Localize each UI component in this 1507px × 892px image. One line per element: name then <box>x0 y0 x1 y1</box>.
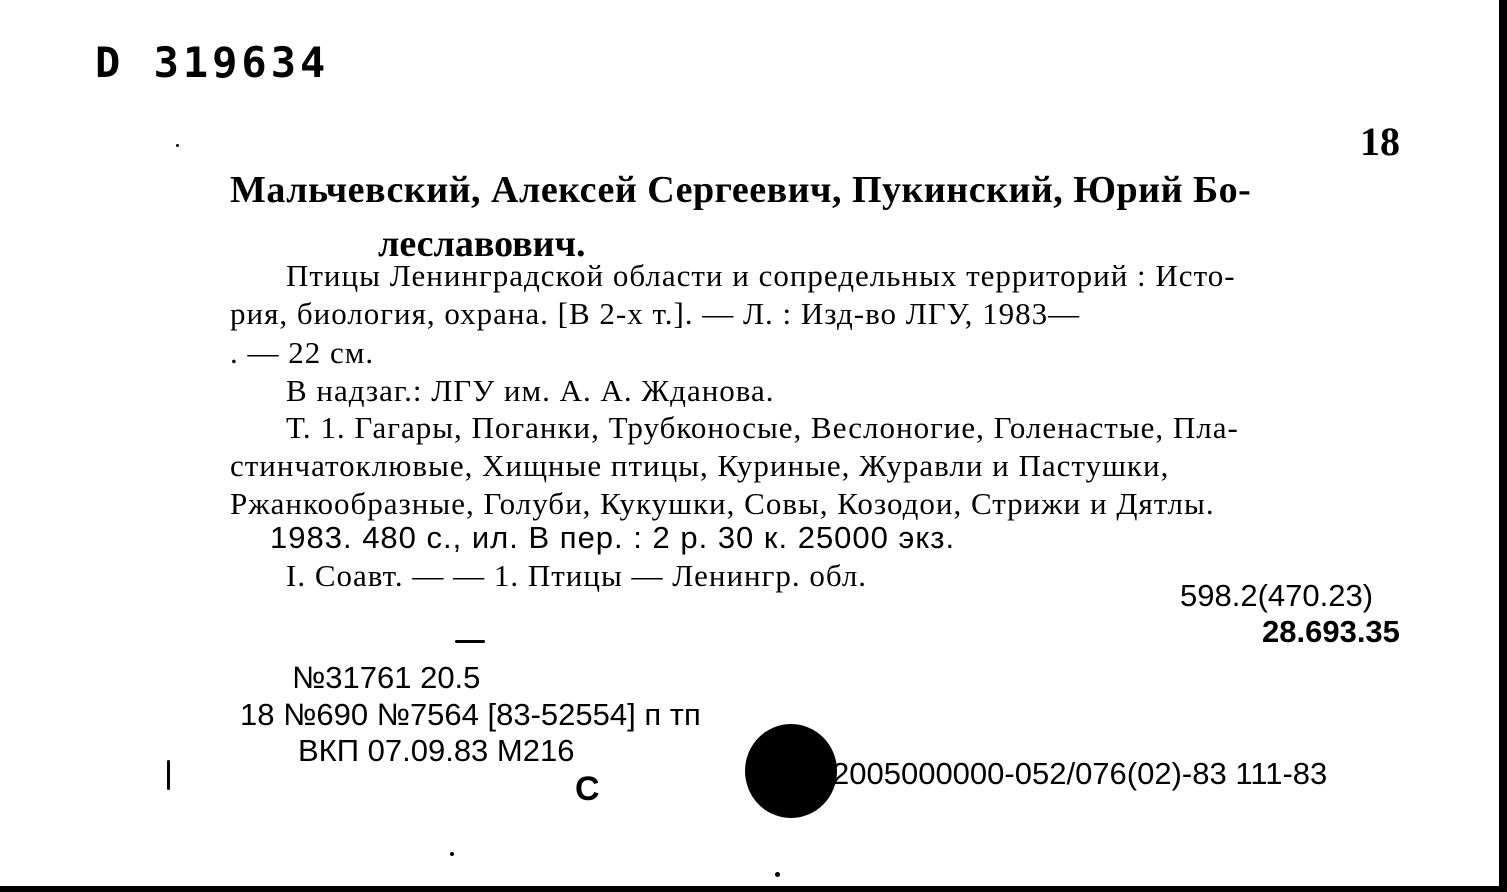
volume-contents: стинчатоклювые, Хищные птицы, Куриные, Журавли и Пастушки, <box>230 448 1170 483</box>
subject-tracing: I. Соавт. — — 1. Птицы — Ленингр. обл. <box>286 558 868 593</box>
volume-contents: Ржанкообразные, Голуби, Кукушки, Совы, Козодои, Стрижи и Дятлы. <box>230 486 1215 521</box>
publication-code: 2005000000-052/076(02)-83 111-83 <box>832 756 1328 791</box>
authors-heading: Мальчевский, Алексей Сергеевич, Пукинский, Юрий Бо- <box>230 169 1252 211</box>
scan-speck <box>775 872 780 877</box>
shelf-mark: 18 <box>1360 119 1400 164</box>
classification-bbk: 28.693.35 <box>1262 614 1400 649</box>
physical-description: 1983. 480 с., ил. В пер. : 2 р. 30 к. 25000 экз. <box>270 520 956 555</box>
classification-udc: 598.2(470.23) <box>1180 578 1374 613</box>
inventory-number: D 319634 <box>95 38 330 87</box>
authors-heading-continued: леславович. <box>378 223 586 265</box>
volume-contents: Т. 1. Гагары, Поганки, Трубконосые, Веслоногие, Голенастые, Пла- <box>286 410 1239 445</box>
order-line: №31761 20.5 <box>292 660 481 695</box>
letter-mark: С <box>575 770 600 808</box>
title-line: Птицы Ленинградской области и сопредельных территорий : Исто- <box>286 258 1236 293</box>
scan-speck <box>167 760 170 790</box>
ink-blot <box>745 724 837 818</box>
order-line: ВКП 07.09.83 М216 <box>298 733 575 768</box>
scan-speck <box>176 144 179 147</box>
title-line: рия, биология, охрана. [В 2-х т.]. — Л. : Изд-во ЛГУ, 1983— <box>230 296 1081 331</box>
order-line: 18 №690 №7564 [83-52554] п тп <box>240 697 701 732</box>
scan-speck <box>450 852 454 856</box>
title-line: . — 22 см. <box>230 335 375 370</box>
publisher-note: В надзаг.: ЛГУ им. А. А. Жданова. <box>286 373 775 408</box>
scan-speck <box>455 640 485 643</box>
